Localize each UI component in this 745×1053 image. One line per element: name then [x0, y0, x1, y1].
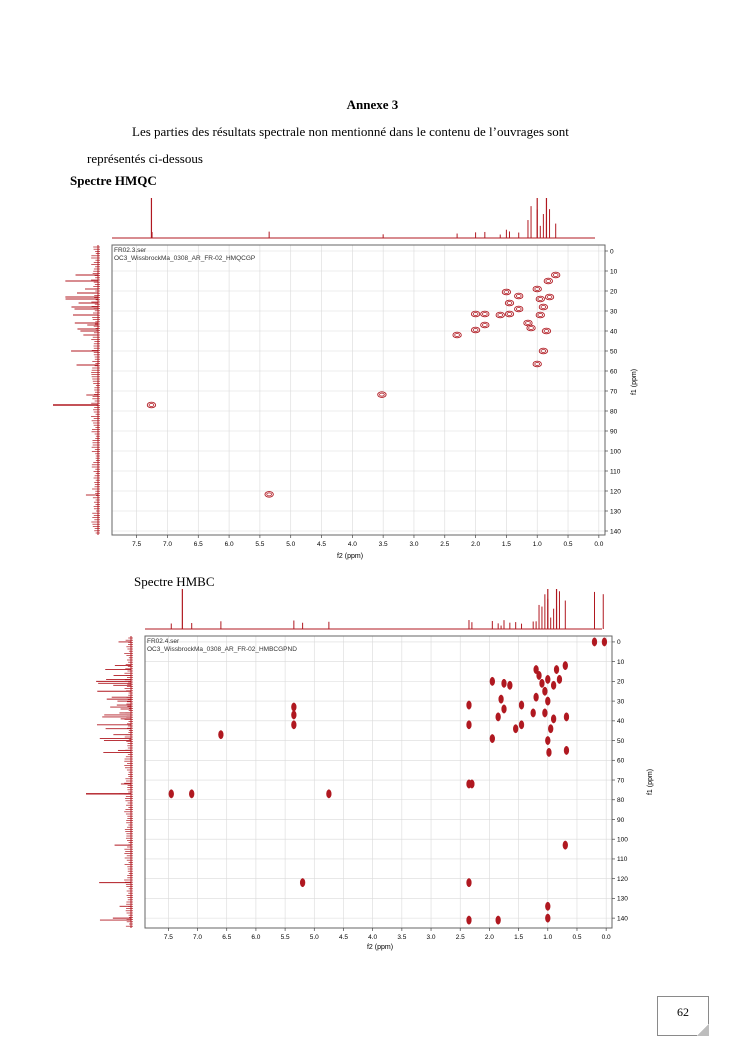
x-tick-label: 4.0 — [368, 934, 378, 941]
y-tick-label: 80 — [610, 408, 618, 416]
x-tick-label: 0.0 — [601, 934, 611, 941]
cross-peak — [527, 325, 535, 331]
cross-peak — [218, 730, 223, 738]
cross-peak — [545, 902, 550, 910]
x-tick-label: 7.5 — [163, 934, 173, 941]
hmbc-x-axis-label: f2 (ppm) — [366, 944, 394, 951]
cross-peak — [467, 916, 472, 924]
y-tick-label: 20 — [617, 678, 625, 686]
cross-peak — [545, 294, 553, 300]
cross-peak — [563, 841, 568, 849]
hmqc-file-label: FR02.3.ser — [114, 247, 147, 254]
y-tick-label: 0 — [610, 248, 614, 256]
x-tick-label: 3.5 — [397, 934, 407, 941]
y-tick-label: 90 — [610, 428, 618, 436]
cross-peak — [291, 711, 296, 719]
hmqc-section-label: Spectre HMQC — [70, 173, 157, 188]
cross-peak — [265, 492, 273, 498]
cross-peak — [453, 332, 461, 338]
cross-peak — [557, 675, 562, 683]
cross-peak — [481, 322, 489, 328]
hmbc-spectrum — [0, 585, 745, 955]
cross-peak — [563, 661, 568, 669]
hmbc-cross-peaks — [169, 638, 607, 925]
x-tick-label: 1.0 — [543, 934, 553, 941]
page-number-box — [657, 996, 709, 1036]
hmbc-file-label: FR02.4.ser — [147, 638, 180, 645]
cross-peak — [502, 705, 507, 713]
y-tick-label: 30 — [610, 308, 618, 316]
x-tick-label: 5.0 — [286, 541, 296, 548]
x-tick-label: 5.5 — [280, 934, 290, 941]
x-tick-label: 0.5 — [572, 934, 582, 941]
cross-peak — [513, 725, 518, 733]
cross-peak — [499, 695, 504, 703]
x-tick-label: 0.5 — [563, 541, 573, 548]
x-tick-label: 7.0 — [193, 934, 203, 941]
x-tick-label: 6.5 — [193, 541, 203, 548]
cross-peak — [551, 715, 556, 723]
x-tick-label: 4.5 — [317, 541, 327, 548]
y-tick-label: 130 — [610, 508, 621, 516]
y-tick-label: 0 — [617, 639, 621, 647]
x-tick-label: 1.5 — [514, 934, 524, 941]
hmqc-y-axis — [605, 248, 621, 535]
y-tick-label: 30 — [617, 698, 625, 706]
cross-peak — [326, 790, 331, 798]
cross-peak — [534, 693, 539, 701]
y-tick-label: 120 — [617, 875, 628, 883]
cross-peak — [496, 916, 501, 924]
hmqc-grid — [112, 245, 605, 535]
paragraph-line-2: représentés ci-dessous — [87, 151, 203, 166]
x-tick-label: 2.5 — [440, 541, 450, 548]
cross-peak — [545, 675, 550, 683]
cross-peak — [481, 311, 489, 317]
cross-peak — [300, 878, 305, 886]
hmqc-cross-peaks — [147, 272, 560, 497]
cross-peak — [467, 721, 472, 729]
hmbc-top-1d-projection — [145, 589, 603, 629]
cross-peak — [519, 701, 524, 709]
cross-peak — [602, 638, 607, 646]
y-tick-label: 10 — [610, 268, 618, 276]
cross-peak — [189, 790, 194, 798]
cross-peak — [467, 878, 472, 886]
cross-peak — [545, 914, 550, 922]
cross-peak — [467, 701, 472, 709]
cross-peak — [515, 293, 523, 299]
hmqc-x-axis-label: f2 (ppm) — [336, 553, 364, 560]
y-tick-label: 50 — [617, 737, 625, 745]
hmqc-x-axis — [132, 535, 604, 548]
y-tick-label: 80 — [617, 797, 625, 805]
y-tick-label: 70 — [617, 777, 625, 785]
cross-peak — [564, 746, 569, 754]
x-tick-label: 5.0 — [309, 934, 319, 941]
y-tick-label: 100 — [610, 448, 621, 456]
hmqc-top-1d-projection — [112, 198, 595, 238]
hmbc-y-axis-label: f1 (ppm) — [647, 768, 654, 796]
hmbc-section-label: Spectre HMBC — [134, 574, 215, 589]
x-tick-label: 3.0 — [409, 541, 419, 548]
cross-peak — [540, 679, 545, 687]
y-tick-label: 90 — [617, 816, 625, 824]
x-tick-label: 5.5 — [255, 541, 265, 548]
x-tick-label: 7.5 — [132, 541, 142, 548]
hmqc-left-1d-projection — [53, 245, 100, 535]
paragraph-line-1: Les parties des résultats spectrale non mentionné dans le contenu de l’ouvrages sont — [132, 124, 569, 139]
y-tick-label: 50 — [610, 348, 618, 356]
x-tick-label: 2.5 — [455, 934, 465, 941]
cross-peak — [531, 709, 536, 717]
hmqc-experiment-label: OC3_WissbrockMa_0308_AR_FR-02_HMQCGP — [114, 255, 256, 262]
annex-heading: Annexe 3 — [346, 97, 399, 112]
hmbc-x-axis — [164, 928, 611, 941]
y-tick-label: 40 — [617, 718, 625, 726]
x-tick-label: 6.5 — [222, 934, 232, 941]
cross-peak — [502, 679, 507, 687]
y-tick-label: 100 — [617, 836, 628, 844]
x-tick-label: 3.0 — [426, 934, 436, 941]
cross-peak — [545, 736, 550, 744]
page-number: 62 — [677, 1005, 689, 1019]
cross-peak — [547, 748, 552, 756]
x-tick-label: 2.0 — [471, 541, 481, 548]
hmbc-experiment-label: OC3_WissbrockMa_0308_AR_FR-02_HMBCGPND — [147, 646, 297, 653]
cross-peak — [507, 681, 512, 689]
cross-peak — [542, 687, 547, 695]
y-tick-label: 120 — [610, 488, 621, 496]
y-tick-label: 130 — [617, 895, 628, 903]
cross-peak — [564, 713, 569, 721]
y-tick-label: 110 — [617, 856, 628, 864]
y-tick-label: 20 — [610, 288, 618, 296]
x-tick-label: 7.0 — [162, 541, 172, 548]
cross-peak — [378, 392, 386, 398]
hmqc-plot-frame — [112, 245, 605, 535]
cross-peak — [490, 677, 495, 685]
y-tick-label: 140 — [617, 915, 628, 923]
cross-peak — [554, 665, 559, 673]
cross-peak — [542, 709, 547, 717]
y-tick-label: 10 — [617, 658, 625, 666]
x-tick-label: 1.5 — [501, 541, 511, 548]
cross-peak — [291, 703, 296, 711]
x-tick-label: 6.0 — [251, 934, 261, 941]
x-tick-label: 4.5 — [338, 934, 348, 941]
page-curl-decoration — [697, 1024, 709, 1036]
x-tick-label: 6.0 — [224, 541, 234, 548]
cross-peak — [169, 790, 174, 798]
y-tick-label: 40 — [610, 328, 618, 336]
cross-peak — [548, 725, 553, 733]
cross-peak — [592, 638, 597, 646]
cross-peak — [545, 697, 550, 705]
hmqc-y-axis-label: f1 (ppm) — [631, 368, 638, 396]
cross-peak — [147, 402, 155, 408]
y-tick-label: 140 — [610, 528, 621, 536]
cross-peak — [537, 671, 542, 679]
x-tick-label: 2.0 — [484, 934, 494, 941]
cross-peak — [490, 734, 495, 742]
y-tick-label: 60 — [617, 757, 625, 765]
x-tick-label: 4.0 — [347, 541, 357, 548]
cross-peak — [496, 713, 501, 721]
cross-peak — [291, 721, 296, 729]
y-tick-label: 70 — [610, 388, 618, 396]
x-tick-label: 3.5 — [378, 541, 388, 548]
y-tick-label: 110 — [610, 468, 621, 476]
x-tick-label: 1.0 — [532, 541, 542, 548]
cross-peak — [470, 780, 475, 788]
hmqc-spectrum — [0, 190, 745, 585]
y-tick-label: 60 — [610, 368, 618, 376]
hmbc-left-1d-projection — [86, 636, 133, 928]
cross-peak — [551, 681, 556, 689]
x-tick-label: 0.0 — [594, 541, 604, 548]
cross-peak — [539, 304, 547, 310]
hmbc-y-axis — [612, 639, 628, 922]
cross-peak — [496, 312, 504, 318]
cross-peak — [519, 721, 524, 729]
cross-peak — [544, 278, 552, 284]
cross-peak — [552, 272, 560, 278]
